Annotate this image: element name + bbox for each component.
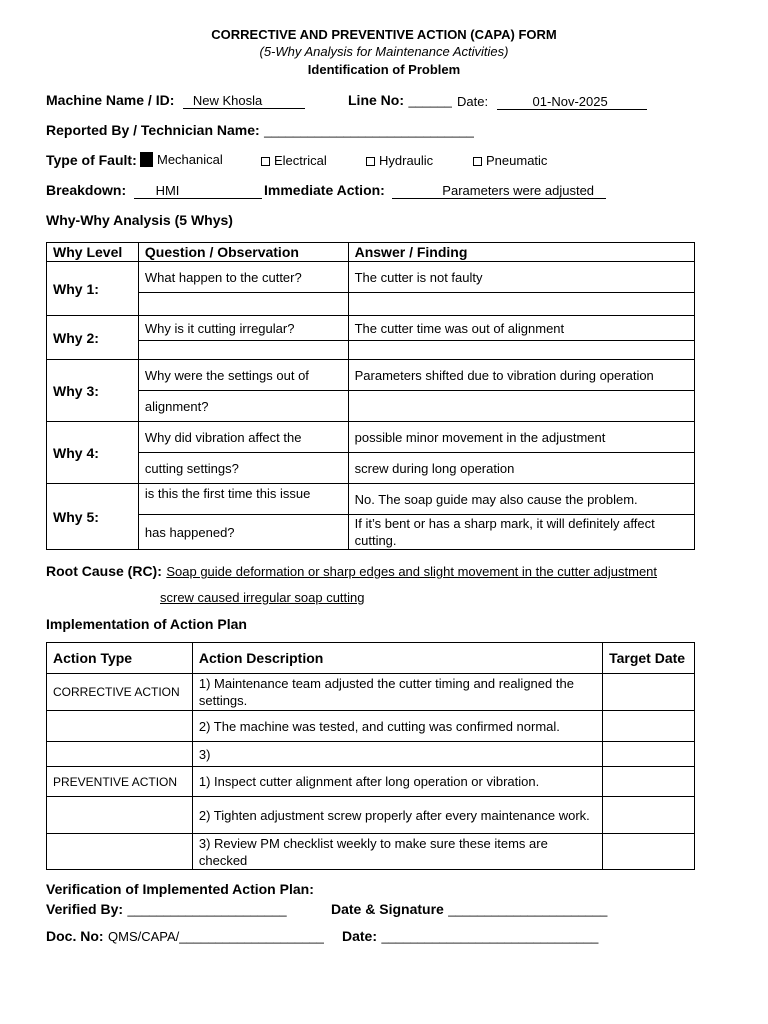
doc-no-value[interactable]: QMS/CAPA/____________________ — [108, 929, 324, 944]
question-cell[interactable]: cutting settings? — [138, 453, 348, 484]
target-date-cell[interactable] — [603, 797, 695, 834]
verification-heading: Verification of Implemented Action Plan: — [46, 881, 314, 897]
question-cell[interactable]: Why did vibration affect the — [138, 422, 348, 453]
table-row — [47, 674, 695, 711]
answer-cell[interactable]: The cutter is not faulty — [348, 262, 694, 293]
doc-no-row — [46, 928, 324, 946]
table-row — [47, 767, 695, 797]
column-header: Question / Observation — [138, 243, 348, 262]
table-row — [47, 316, 695, 341]
immediate-action-label: Immediate Action: — [264, 182, 385, 198]
doc-no-label: Doc. No: — [46, 928, 104, 944]
doc-date-label: Date: — [342, 928, 378, 944]
target-date-cell[interactable] — [603, 711, 695, 742]
verified-by-value[interactable]: ______________________ — [127, 902, 287, 917]
table-row — [47, 391, 695, 422]
table-row — [47, 515, 695, 550]
question-cell[interactable]: is this the first time this issue — [138, 484, 348, 515]
answer-cell[interactable]: Parameters shifted due to vibration during operation — [348, 360, 694, 391]
table-row — [47, 484, 695, 515]
doc-date-row — [342, 928, 598, 946]
table-row — [47, 711, 695, 742]
table-row — [47, 834, 695, 870]
line-label: Line No: — [348, 92, 404, 108]
question-cell[interactable]: What happen to the cutter? — [138, 262, 348, 293]
breakdown-value[interactable]: HMI — [134, 183, 262, 199]
reported-row — [46, 122, 474, 140]
checkbox-icon[interactable] — [261, 157, 270, 166]
table-row — [47, 262, 695, 293]
table-row — [47, 293, 695, 316]
date-signature-label: Date & Signature — [331, 901, 444, 917]
fault-option-electrical[interactable]: Electrical — [261, 153, 327, 168]
action-table-header — [47, 643, 695, 674]
why-analysis-heading: Why-Why Analysis (5 Whys) — [46, 212, 233, 228]
action-description-cell[interactable]: 2) The machine was tested, and cutting was confirmed normal. — [192, 711, 602, 742]
target-date-cell[interactable] — [603, 834, 695, 870]
date-row — [457, 93, 647, 111]
action-description-cell[interactable]: 2) Tighten adjustment screw properly after every maintenance work. — [192, 797, 602, 834]
question-cell[interactable]: Why were the settings out of — [138, 360, 348, 391]
table-row — [47, 453, 695, 484]
question-cell[interactable] — [138, 341, 348, 360]
action-type-cell — [47, 797, 193, 834]
target-date-cell[interactable] — [603, 767, 695, 797]
question-cell[interactable]: has happened? — [138, 515, 348, 550]
answer-cell[interactable]: No. The soap guide may also cause the problem. — [348, 484, 694, 515]
breakdown-label: Breakdown: — [46, 182, 127, 198]
table-row — [47, 422, 695, 453]
answer-cell[interactable]: screw during long operation — [348, 453, 694, 484]
verified-by-row — [46, 901, 287, 919]
action-type-cell: CORRECTIVE ACTION — [47, 674, 193, 711]
answer-cell[interactable] — [348, 341, 694, 360]
question-cell[interactable]: Why is it cutting irregular? — [138, 316, 348, 341]
column-header: Answer / Finding — [348, 243, 694, 262]
machine-label: Machine Name / ID: — [46, 92, 175, 108]
line-row — [348, 92, 452, 110]
table-row — [47, 360, 695, 391]
answer-cell[interactable] — [348, 293, 694, 316]
date-signature-row — [331, 901, 607, 919]
action-plan-table — [46, 642, 695, 870]
action-type-cell — [47, 742, 193, 767]
fault-label: Type of Fault: — [46, 152, 137, 168]
column-header: Why Level — [47, 243, 139, 262]
action-description-cell[interactable]: 1) Inspect cutter alignment after long operation or vibration. — [192, 767, 602, 797]
root-cause-line-2[interactable]: screw caused irregular soap cutting — [160, 590, 365, 605]
question-cell[interactable] — [138, 293, 348, 316]
root-cause-line-1[interactable]: Soap guide deformation or sharp edges and slight movement in the cutter adjustment — [166, 564, 658, 579]
action-description-cell[interactable]: 3) Review PM checklist weekly to make sure these items are checked — [192, 834, 602, 870]
why-level: Why 2: — [47, 316, 139, 360]
date-signature-value[interactable]: ______________________ — [448, 902, 608, 917]
why-table-header — [47, 243, 695, 262]
action-type-cell — [47, 834, 193, 870]
checkbox-icon[interactable] — [473, 157, 482, 166]
answer-cell[interactable]: The cutter time was out of alignment — [348, 316, 694, 341]
action-type-cell: PREVENTIVE ACTION — [47, 767, 193, 797]
table-row — [47, 742, 695, 767]
date-label: Date: — [457, 94, 489, 109]
answer-cell[interactable] — [348, 391, 694, 422]
reported-value[interactable]: _____________________________ — [264, 123, 474, 138]
breakdown-row — [46, 182, 262, 200]
action-type-cell — [47, 711, 193, 742]
root-cause-label: Root Cause (RC): — [46, 563, 162, 579]
action-description-cell[interactable]: 1) Maintenance team adjusted the cutter timing and realigned the settings. — [192, 674, 602, 711]
answer-cell[interactable]: possible minor movement in the adjustment — [348, 422, 694, 453]
why-level: Why 3: — [47, 360, 139, 422]
date-value[interactable]: 01-Nov-2025 — [497, 94, 647, 110]
checkbox-checked-icon[interactable] — [140, 152, 153, 167]
answer-cell[interactable]: If it’s bent or has a sharp mark, it will definitely affect cutting. — [348, 515, 694, 550]
section-title-identification: Identification of Problem — [307, 62, 461, 77]
column-header: Action Description — [192, 643, 602, 674]
why-level: Why 5: — [47, 484, 139, 550]
reported-label: Reported By / Technician Name: — [46, 122, 260, 138]
action-description-cell[interactable]: 3) — [192, 742, 602, 767]
machine-value[interactable]: New Khosla — [183, 93, 305, 109]
why-analysis-table — [46, 242, 695, 550]
root-cause-row — [46, 563, 657, 581]
action-plan-heading: Implementation of Action Plan — [46, 616, 247, 632]
why-level: Why 4: — [47, 422, 139, 484]
machine-row — [46, 92, 305, 110]
verified-by-label: Verified By: — [46, 901, 124, 917]
table-row — [47, 797, 695, 834]
target-date-cell[interactable] — [603, 674, 695, 711]
column-header: Target Date — [603, 643, 695, 674]
column-header: Action Type — [47, 643, 193, 674]
target-date-cell[interactable] — [603, 742, 695, 767]
fault-option-mechanical[interactable]: Mechanical — [140, 152, 223, 167]
form-subtitle: (5-Why Analysis for Maintenance Activities) — [259, 44, 509, 59]
question-cell[interactable]: alignment? — [138, 391, 348, 422]
fault-option-pneumatic[interactable]: Pneumatic — [473, 153, 547, 168]
table-row — [47, 341, 695, 360]
form-title: CORRECTIVE AND PREVENTIVE ACTION (CAPA) FORM — [211, 27, 557, 42]
checkbox-icon[interactable] — [366, 157, 375, 166]
immediate-action-row — [264, 182, 606, 200]
why-level: Why 1: — [47, 262, 139, 316]
immediate-action-value[interactable]: Parameters were adjusted — [392, 183, 606, 199]
fault-option-hydraulic[interactable]: Hydraulic — [366, 153, 433, 168]
line-value[interactable]: ______ — [408, 93, 452, 108]
doc-date-value[interactable]: ______________________________ — [381, 929, 599, 944]
